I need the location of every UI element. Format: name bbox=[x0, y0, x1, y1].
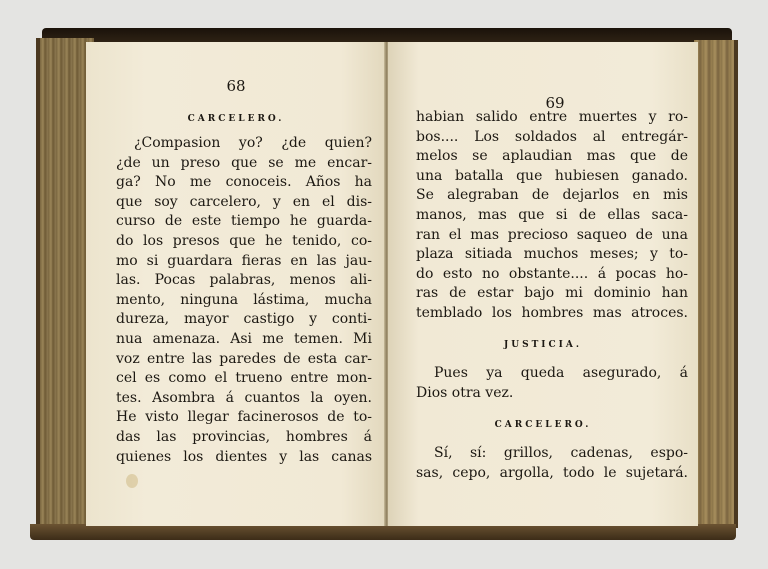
text-line: ¿de un preso que se me encar- bbox=[116, 154, 372, 171]
text-line: do los presos que he tenido, co- bbox=[116, 232, 372, 249]
speaker-heading: CARCELERO. bbox=[494, 420, 592, 430]
text-line: Se alegraban de dejarlos en mis bbox=[416, 187, 688, 204]
text-line: mento, ninguna lástima, mucha bbox=[116, 291, 372, 308]
right-page-text bbox=[416, 108, 688, 324]
page-edges-right bbox=[694, 40, 738, 528]
right-page bbox=[388, 42, 698, 526]
text-line: Dios otra vez. bbox=[416, 384, 514, 401]
left-page bbox=[86, 42, 386, 526]
text-line: dureza, mayor castigo y conti- bbox=[116, 311, 372, 328]
text-line: nua amenaza. Asi me temen. Mi bbox=[116, 330, 372, 347]
text-line: Sí, sí: grillos, cadenas, espo- bbox=[434, 445, 688, 461]
book-cover-bottom bbox=[30, 524, 736, 540]
text-line: ran el mas precioso saqueo de una bbox=[416, 226, 688, 243]
left-page-text bbox=[116, 134, 372, 467]
text-line: una batalla que hubiesen ganado. bbox=[416, 167, 688, 184]
text-line: que soy carcelero, y en el dis- bbox=[116, 193, 372, 210]
text-line: plaza sitiada muchos meses; y to- bbox=[416, 246, 688, 263]
paper-stain bbox=[126, 474, 138, 488]
page-number-left: 68 bbox=[226, 77, 246, 95]
text-line: melos se aplaudian mas que de bbox=[416, 148, 688, 165]
open-book bbox=[30, 28, 738, 546]
text-line: ga? No me conoceis. Años ha bbox=[116, 174, 372, 191]
text-line: mo si guardara fieras en las jau- bbox=[116, 252, 372, 269]
text-line: He visto llegar facinerosos de to- bbox=[116, 409, 372, 426]
text-line: cel es como el trueno entre mon- bbox=[116, 370, 372, 387]
text-line: tes. Asombra á cuantos la oyen. bbox=[116, 389, 372, 406]
text-line: sas, cepo, argolla, todo le sujetará. bbox=[416, 464, 688, 481]
text-line: do esto no obstante.... á pocas ho- bbox=[416, 265, 688, 282]
text-line: curso de este tiempo he guarda- bbox=[116, 213, 372, 230]
speaker-heading: CARCELERO. bbox=[187, 114, 285, 124]
speaker-heading: JUSTICIA. bbox=[503, 340, 582, 350]
justicia-text bbox=[416, 364, 688, 403]
carcelero-text bbox=[416, 444, 688, 483]
page-number-right: 69 bbox=[545, 94, 565, 112]
text-line: voz entre las paredes de esta car- bbox=[116, 350, 372, 367]
text-line: bos.... Los soldados al entregár- bbox=[416, 128, 688, 145]
text-line: ras de estar bajo mi dominio han bbox=[416, 285, 688, 302]
text-line: habian salido entre muertes y ro- bbox=[416, 109, 688, 125]
text-line: manos, mas que si de ellas saca- bbox=[416, 206, 688, 223]
text-line: temblado los hombres mas atroces. bbox=[416, 304, 688, 321]
text-line: las. Pocas palabras, menos ali- bbox=[116, 272, 372, 289]
book-cover-top bbox=[42, 28, 732, 42]
text-line: ¿Compasion yo? ¿de quien? bbox=[134, 135, 372, 151]
text-line: Pues ya queda asegurado, á bbox=[434, 365, 688, 381]
text-line: das las provincias, hombres á bbox=[116, 428, 372, 445]
text-line: quienes los dientes y las canas bbox=[116, 448, 372, 465]
